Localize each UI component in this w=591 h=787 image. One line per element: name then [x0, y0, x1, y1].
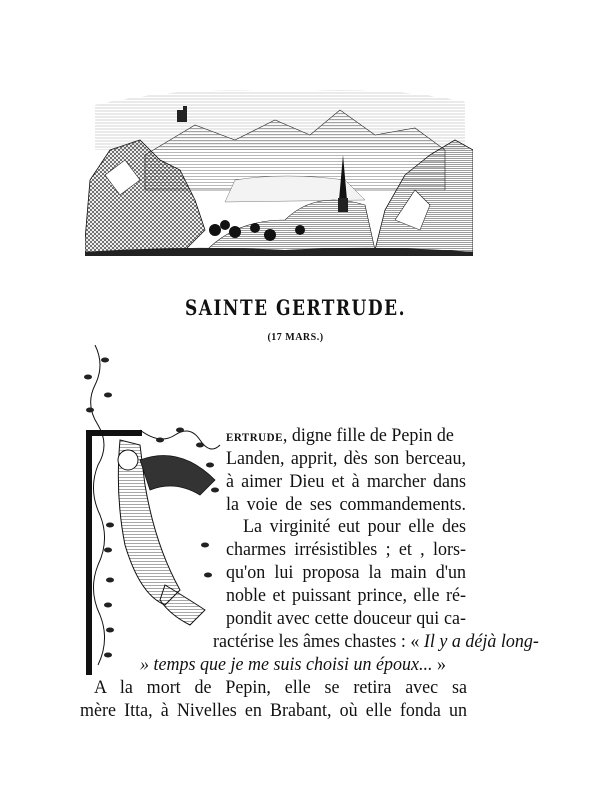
text-line-4: la voie de ses commandements. [226, 493, 466, 515]
text-line-6: charmes irrésistibles ; et , lors- [226, 538, 466, 560]
quote-close: » [436, 653, 446, 675]
header-engraving [85, 80, 473, 260]
dropcap-continuation: ERTRUDE [226, 431, 283, 444]
quote-italic-1: Il y a déjà long- [423, 630, 539, 652]
text-line-1-rest: , digne fille de Pepin de [282, 424, 454, 446]
text-line-11 [140, 652, 466, 675]
text-line-5: La virginité eut pour elle des [243, 515, 466, 537]
text-line-2: Landen, apprit, dès son berceau, [226, 447, 466, 469]
text-line-9: pondit avec cette douceur qui ca- [226, 607, 466, 629]
text-line-3: à aimer Dieu et à marcher dans [226, 470, 466, 492]
text-line-10-plain: ractérise les âmes chastes : « [213, 630, 420, 652]
quote-italic-2: » temps que je me suis choisi un époux... [140, 653, 433, 675]
chapter-title: SAINTE GERTRUDE. [184, 296, 406, 321]
text-line-13: mère Itta, à Nivelles en Brabant, où elle fonda un [80, 699, 467, 721]
text-line-12: A la mort de Pepin, elle se retira avec sa [94, 676, 467, 698]
text-line-8: noble et puissant prince, elle ré- [226, 584, 466, 606]
ornamental-initial-G [80, 345, 230, 675]
feast-date: (17 MARS.) [267, 332, 324, 343]
text-line-10 [213, 629, 539, 652]
text-line-7: qu'on lui proposa la main d'un [226, 561, 466, 583]
